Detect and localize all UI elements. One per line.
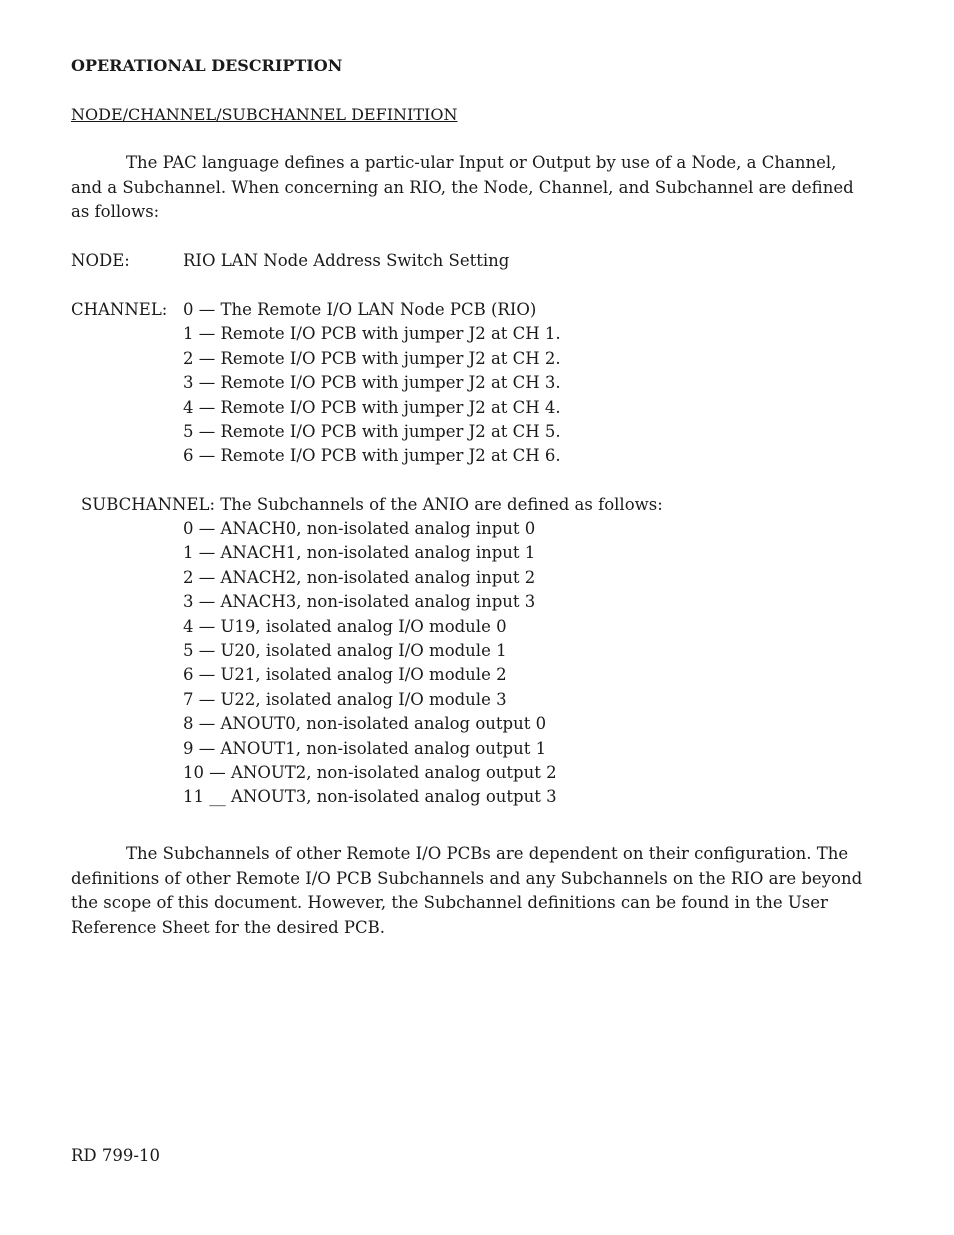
node-value: RIO LAN Node Address Switch Setting bbox=[183, 251, 510, 270]
list-item: 9 — ANOUT1, non-isolated analog output 1 bbox=[183, 738, 547, 758]
list-item: 5 — U20, isolated analog I/O module 1 bbox=[183, 641, 507, 661]
closing-text: The Subchannels of other Remote I/O PCBs are dependent on their configuration. The definitions of other Remote I/O PCB Subchannels and any Subchannels on the RIO are beyond the scope of this document. However, the Subchannel definitions can be found in the User Reference Sheet for the desired PCB. bbox=[71, 844, 863, 937]
list-item: 10 — ANOUT2, non-isolated analog output 2 bbox=[183, 763, 557, 783]
channel-label: CHANNEL: bbox=[71, 300, 168, 319]
list-item: 3 — Remote I/O PCB with jumper J2 at CH 3. bbox=[183, 373, 561, 393]
list-item: 6 — Remote I/O PCB with jumper J2 at CH 6. bbox=[183, 446, 561, 466]
closing-paragraph bbox=[71, 842, 871, 940]
channel-list bbox=[183, 298, 561, 469]
list-item: 0 — ANACH0, non-isolated analog input 0 bbox=[183, 519, 536, 538]
section-heading: OPERATIONAL DESCRIPTION bbox=[71, 56, 343, 75]
list-item: 6 — U21, isolated analog I/O module 2 bbox=[183, 665, 507, 685]
section-subheading: NODE/CHANNEL/SUBCHANNEL DEFINITION bbox=[71, 105, 458, 124]
subchannel-list bbox=[183, 517, 557, 810]
node-label: NODE: bbox=[71, 251, 130, 270]
list-item: 1 — Remote I/O PCB with jumper J2 at CH 1. bbox=[183, 324, 561, 344]
subchannel-label: SUBCHANNEL: The Subchannels of the ANIO are defined as follows: bbox=[81, 495, 663, 514]
list-item: 8 — ANOUT0, non-isolated analog output 0 bbox=[183, 714, 547, 734]
list-item: 11 __ ANOUT3, non-isolated analog output 3 bbox=[183, 787, 557, 807]
list-item: 4 — Remote I/O PCB with jumper J2 at CH 4. bbox=[183, 397, 561, 417]
intro-text: The PAC language defines a partic-ular Input or Output by use of a Node, a Channel, and a Subchannel. When concerning an RIO, the Node, Channel, and Subchannel are defined as follows: bbox=[71, 153, 854, 221]
list-item: 0 — The Remote I/O LAN Node PCB (RIO) bbox=[183, 300, 537, 319]
list-item: 2 — ANACH2, non-isolated analog input 2 bbox=[183, 567, 536, 587]
list-item: 5 — Remote I/O PCB with jumper J2 at CH 5. bbox=[183, 422, 561, 442]
list-item: 1 — ANACH1, non-isolated analog input 1 bbox=[183, 543, 536, 563]
list-item: 3 — ANACH3, non-isolated analog input 3 bbox=[183, 592, 536, 612]
list-item: 7 — U22, isolated analog I/O module 3 bbox=[183, 689, 507, 709]
intro-paragraph bbox=[71, 151, 871, 225]
list-item: 4 — U19, isolated analog I/O module 0 bbox=[183, 616, 507, 636]
document-number: RD 799-10 bbox=[71, 1146, 160, 1165]
list-item: 2 — Remote I/O PCB with jumper J2 at CH 2. bbox=[183, 348, 561, 368]
